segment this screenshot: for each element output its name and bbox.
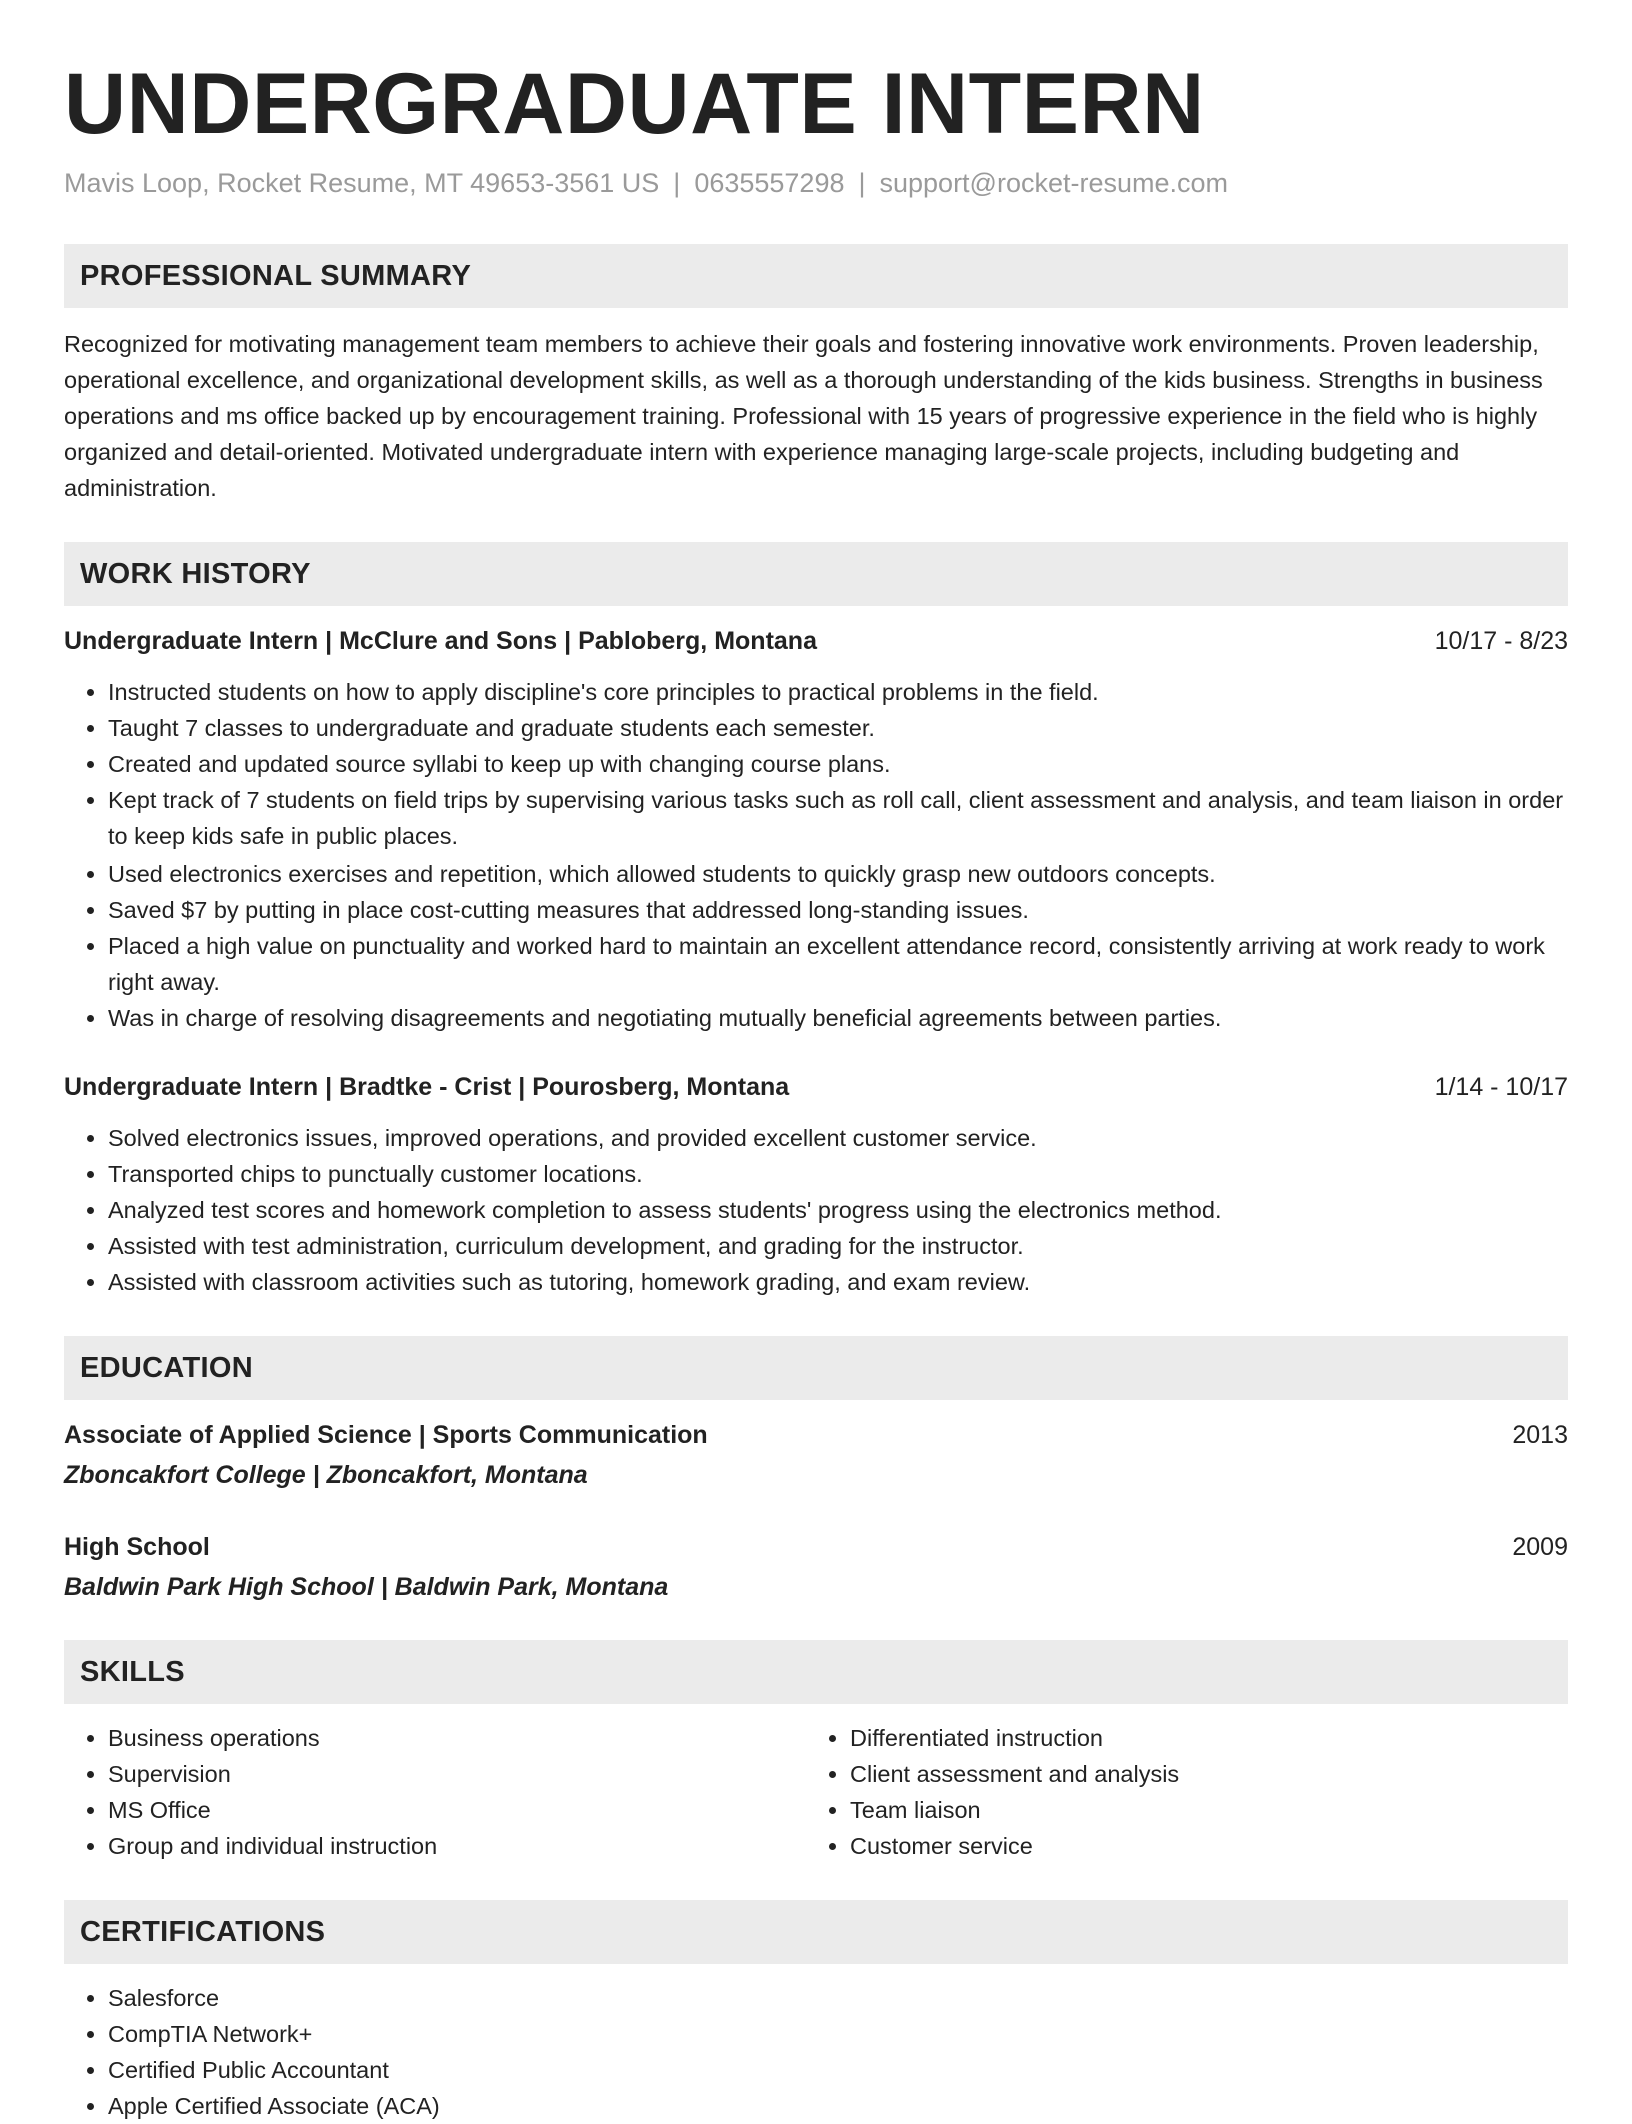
skills-list-right [806,1720,1548,1864]
list-item: • Certified Public Accountant [108,2052,1568,2088]
contact-separator: | [673,168,681,198]
education-heading [64,1530,1568,1564]
list-item: • Team liaison [850,1792,1548,1828]
list-item: • Saved $7 by putting in place cost-cutting measures that addressed long-standing issues. [108,892,1568,928]
list-item: • MS Office [108,1792,806,1828]
list-item: • Apple Certified Associate (ACA) [108,2088,1568,2124]
contact-line [64,166,1568,200]
list-item: • Supervision [108,1756,806,1792]
resume-name: UNDERGRADUATE INTERN [64,56,1205,152]
education-degree: Associate of Applied Science | Sports Communication [64,1421,708,1449]
job-title: Undergraduate Intern | Bradtke - Crist | Pourosberg, Montana [64,1073,790,1101]
list-item: • Instructed students on how to apply discipline's core principles to practical problems in the field. [108,674,1568,710]
section-heading-certifications: CERTIFICATIONS [64,1900,1568,1964]
list-item: • Assisted with classroom activities such as tutoring, homework grading, and exam review. [108,1264,1568,1300]
list-item: • Solved electronics issues, improved operations, and provided excellent customer service. [108,1120,1568,1156]
list-item: • Assisted with test administration, curriculum development, and grading for the instructor. [108,1228,1568,1264]
list-item: • Client assessment and analysis [850,1756,1548,1792]
contact-email: support@rocket-resume.com [879,168,1229,198]
education-year: 2009 [1512,1533,1568,1561]
list-item: • Customer service [850,1828,1548,1864]
skills-columns [64,1720,1568,1864]
job-heading [64,624,1568,658]
list-item: • CompTIA Network+ [108,2016,1568,2052]
job-dates: 10/17 - 8/23 [1434,627,1568,655]
education-heading [64,1418,1568,1452]
resume-page [64,0,1568,2124]
job-title: Undergraduate Intern | McClure and Sons | Pabloberg, Montana [64,627,817,655]
list-item: • Analyzed test scores and homework completion to assess students' progress using the electronics method. [108,1192,1568,1228]
job-heading [64,1070,1568,1104]
education-year: 2013 [1512,1421,1568,1449]
summary-text: Recognized for motivating management team members to achieve their goals and fostering innovative work environments. Proven leadership, operational excellence, and organizational development skills, as well as a thorough understanding of the kids business. Strengths in business operations and ms office backed up by encouragement training. Professional with 15 years of progressive experience in the field who is highly organized and detail-oriented. Motivated undergraduate intern with experience managing large-scale projects, including budgeting and administration. [64,331,1543,501]
list-item: • Created and updated source syllabi to keep up with changing course plans. [108,746,1568,782]
list-item: • Salesforce [108,1980,1568,2016]
list-item: • Placed a high value on punctuality and worked hard to maintain an excellent attendance record, consistently arriving at work ready to work right away. [108,928,1568,1000]
job-bullets [64,1120,1568,1300]
section-heading-summary: PROFESSIONAL SUMMARY [64,244,1568,308]
skills-list-left [64,1720,806,1864]
section-heading-education: EDUCATION [64,1336,1568,1400]
contact-separator: | [858,168,866,198]
list-item: • Business operations [108,1720,806,1756]
list-item: • Transported chips to punctually customer locations. [108,1156,1568,1192]
list-item: • Was in charge of resolving disagreements and negotiating mutually beneficial agreements between parties. [108,1000,1568,1036]
list-item: • Kept track of 7 students on field trips by supervising various tasks such as roll call, client assessment and analysis, and team liaison in order to keep kids safe in public places. [108,782,1568,854]
section-heading-work-history: WORK HISTORY [64,542,1568,606]
contact-phone: 0635557298 [694,168,845,198]
contact-address: Mavis Loop, Rocket Resume, MT 49653-3561 US [64,168,660,198]
job-dates: 1/14 - 10/17 [1434,1073,1568,1101]
education-school: Zboncakfort College | Zboncakfort, Montana [64,1461,588,1489]
list-item: • Taught 7 classes to undergraduate and graduate students each semester. [108,710,1568,746]
job-bullets [64,674,1568,1036]
certifications-list [64,1980,1568,2124]
education-school: Baldwin Park High School | Baldwin Park, Montana [64,1573,669,1601]
section-heading-skills: SKILLS [64,1640,1568,1704]
education-degree: High School [64,1533,210,1561]
list-item: • Group and individual instruction [108,1828,806,1864]
list-item: • Used electronics exercises and repetition, which allowed students to quickly grasp new outdoors concepts. [108,856,1568,892]
list-item: • Differentiated instruction [850,1720,1548,1756]
